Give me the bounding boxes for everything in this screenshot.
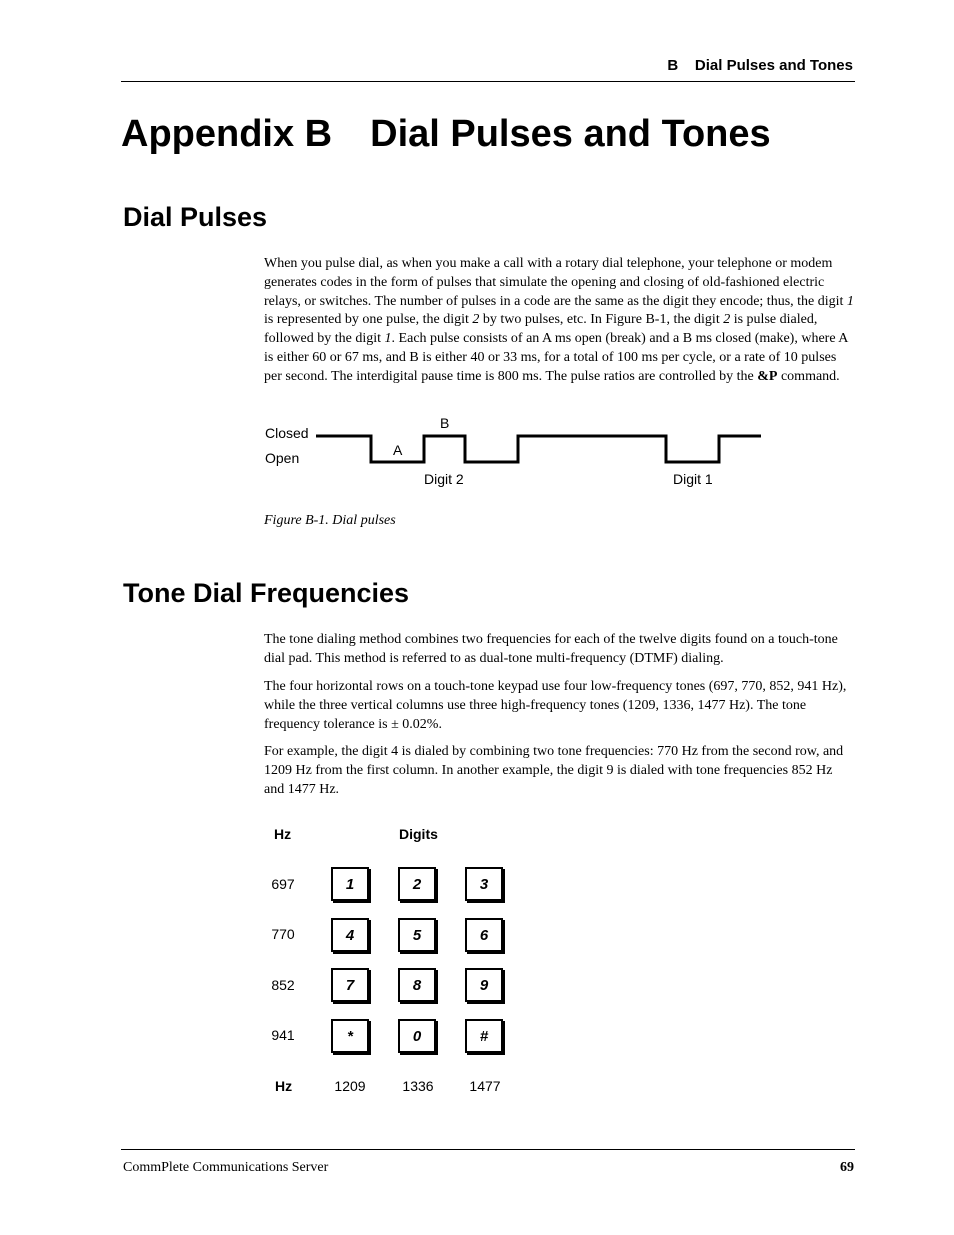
paragraph-run: &P — [757, 368, 778, 384]
tone-paragraph-3: For example, the digit 4 is dialed by combining two tone frequencies: 770 Hz from the second row, and 1209 Hz from the first column. In another example, the digit 9 is dialed with tone frequencies 852 Hz and 1477 Hz. — [264, 744, 844, 797]
paragraph-run: command. — [777, 368, 840, 384]
paragraph-run: . Each pulse consists of an A ms open (break) and a B ms closed (make), where A is either 60 or 67 ms, and B is either 40 or 33 ms, for a total of 100 ms per cycle, or a rate of 10 pulses per second. The interdigital pause time is 800 ms. The pulse ratios are controlled by the — [264, 331, 848, 384]
page-number: 69 — [840, 1160, 854, 1175]
tone-paragraph-1: The tone dialing method combines two frequencies for each of the twelve digits found on a touch-tone dial pad. This method is referred to as dual-tone multi-frequency (DTMF) dialing. — [264, 632, 838, 666]
key-9: 9 — [465, 968, 503, 1002]
footer-rule — [121, 1149, 855, 1150]
hz-header: Hz — [274, 826, 292, 842]
paragraph-run: is pulse dialed, followed by the digit — [264, 312, 818, 347]
key-7: 7 — [331, 968, 369, 1002]
row-hz-label: 852 — [271, 977, 295, 993]
key-5: 5 — [398, 918, 436, 952]
figure-caption: Figure B-1. Dial pulses — [264, 513, 396, 528]
digits-header: Digits — [399, 826, 438, 842]
col-hz-label: 1477 — [469, 1078, 501, 1094]
chapter-label: Appendix B — [121, 113, 333, 155]
paragraph-run: When you pulse dial, as when you make a call with a rotary dial telephone, your telephone or modem generates codes in the form of pulses that simulate the opening and closing of old-fashioned electric relays, or switches. The number of pulses in a code are the same as the digit they encode; thus, the digit — [264, 256, 847, 309]
b-label: B — [440, 415, 450, 431]
footer-title: CommPlete Communications Server — [123, 1160, 329, 1175]
row-hz-label: 697 — [271, 876, 295, 892]
col-hz-label: 1336 — [402, 1078, 434, 1094]
key-0: 0 — [398, 1019, 436, 1053]
key-1: 1 — [331, 867, 369, 901]
a-label: A — [393, 442, 403, 458]
paragraph-run: is represented by one pulse, the digit — [264, 312, 473, 328]
col-hz-label: 1209 — [334, 1078, 366, 1094]
row-hz-label: 941 — [271, 1027, 295, 1043]
running-header: B Dial Pulses and Tones — [667, 57, 853, 74]
chapter-name: Dial Pulses and Tones — [370, 113, 771, 155]
key-2: 2 — [398, 867, 436, 901]
key-star: * — [331, 1019, 369, 1053]
key-8: 8 — [398, 968, 436, 1002]
paragraph-run: 1 — [384, 331, 392, 347]
tone-paragraph-2: The four horizontal rows on a touch-tone keypad use four low-frequency tones (697, 770, 852, 941 Hz), while the three vertical columns use three high-frequency tones (1209, 1336, 1477 Hz). The tone frequency tolerance is ± 0.02%. — [264, 679, 847, 732]
key-4: 4 — [331, 918, 369, 952]
paragraph-run: 2 — [472, 312, 480, 328]
closed-label: Closed — [265, 425, 309, 441]
section-heading-dial-pulses: Dial Pulses — [123, 202, 268, 232]
paragraph-run: 1 — [846, 293, 854, 309]
section-heading-tone-dial: Tone Dial Frequencies — [123, 578, 410, 608]
paragraph-run: 2 — [723, 312, 731, 328]
key-6: 6 — [465, 918, 503, 952]
digit-2-label: Digit 2 — [424, 471, 464, 487]
pulse-waveform — [0, 0, 954, 520]
paragraph-run: by two pulses, etc. In Figure B-1, the digit — [479, 312, 724, 328]
open-label: Open — [265, 450, 300, 466]
row-hz-label: 770 — [271, 926, 295, 942]
digit-1-label: Digit 1 — [673, 471, 713, 487]
hz-footer-label: Hz — [275, 1078, 293, 1094]
key-hash: # — [465, 1019, 503, 1053]
key-3: 3 — [465, 867, 503, 901]
